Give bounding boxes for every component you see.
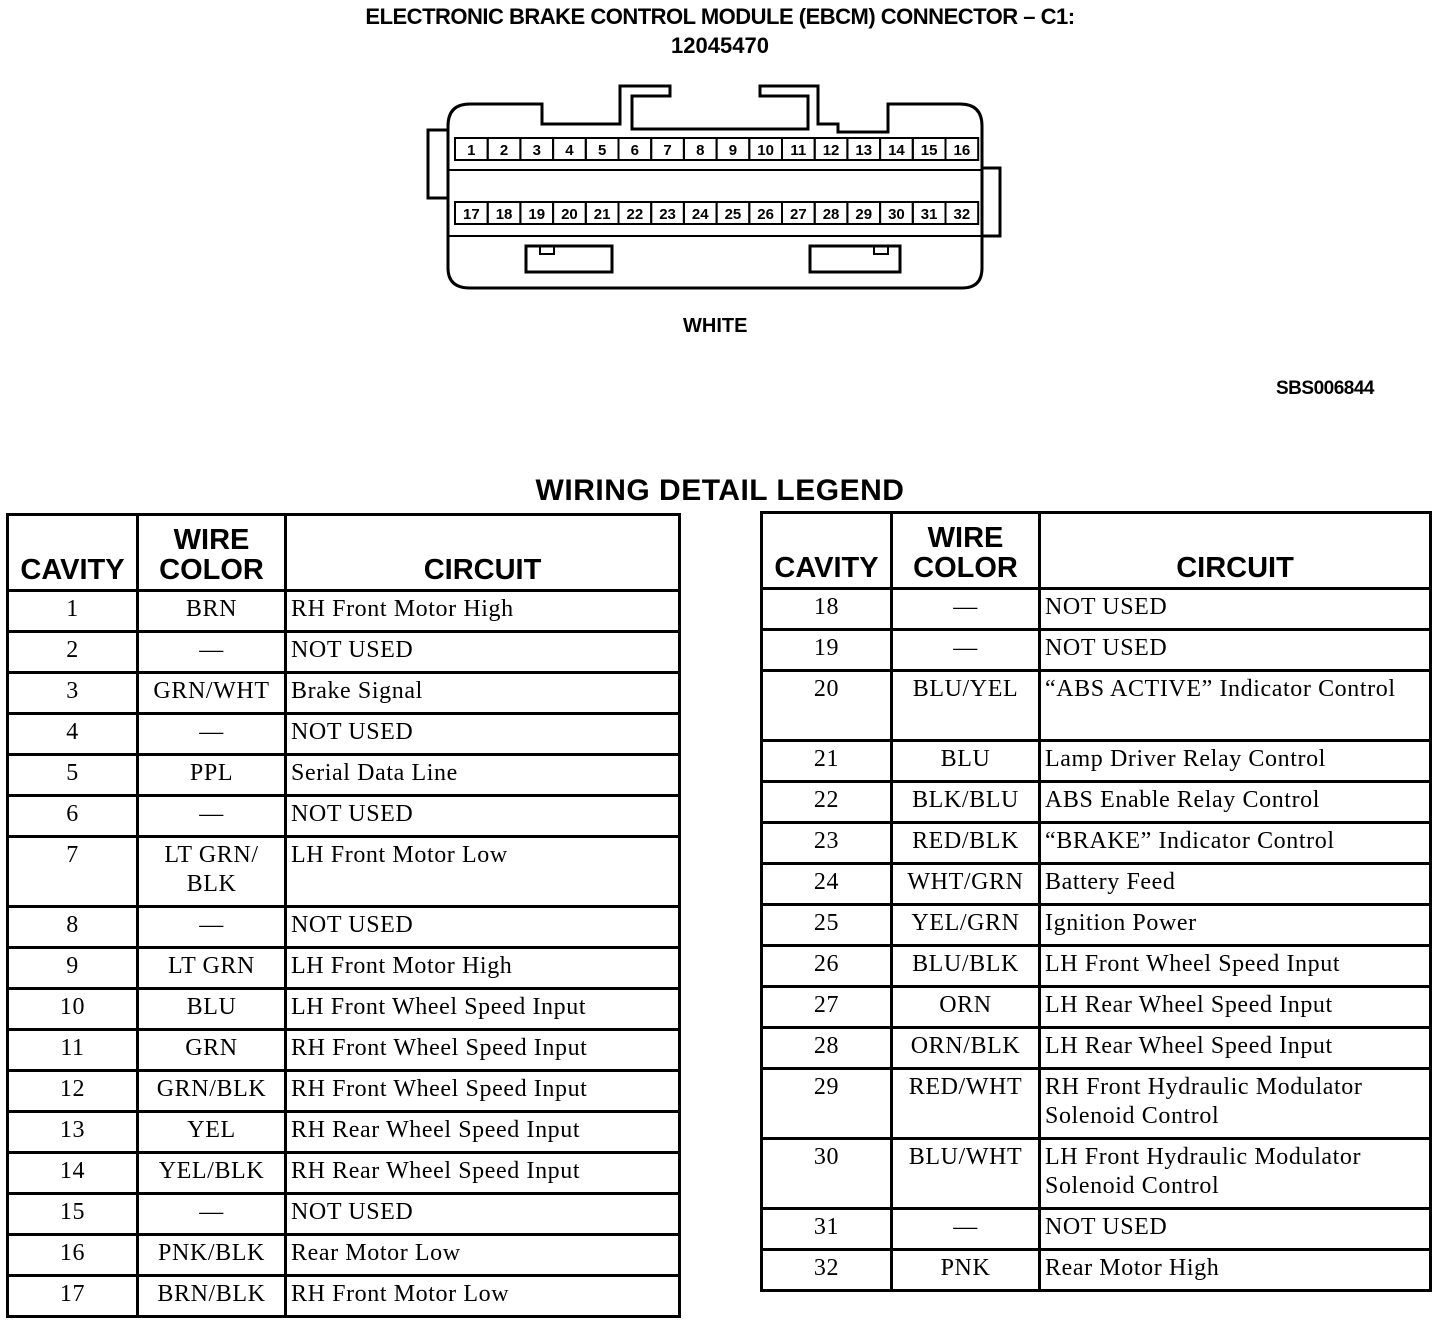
circuit-cell: NOT USED xyxy=(286,1194,680,1235)
cavity-cell: 10 xyxy=(8,989,138,1030)
table-row xyxy=(8,714,680,755)
wire-color-cell: ORN xyxy=(892,987,1040,1028)
circuit-cell: LH Front Wheel Speed Input xyxy=(1040,946,1431,987)
cavity-cell: 32 xyxy=(762,1250,892,1291)
circuit-cell: RH Front Hydraulic Modulator Solenoid Control xyxy=(1040,1069,1431,1139)
table-row xyxy=(762,1069,1431,1139)
wire-color-cell: PNK xyxy=(892,1250,1040,1291)
cavity-number: 5 xyxy=(597,142,607,159)
cavity-number: 3 xyxy=(532,142,541,159)
cavity-number: 21 xyxy=(593,206,611,223)
wire-color-cell: BLU/WHT xyxy=(892,1139,1040,1209)
right-latch xyxy=(982,168,1000,236)
cavity-cell: 15 xyxy=(8,1194,138,1235)
cavity-number: 28 xyxy=(822,206,840,223)
table-row xyxy=(8,1112,680,1153)
cavity-header: CAVITY xyxy=(8,515,138,591)
cavity-number: 24 xyxy=(691,206,709,223)
table-row xyxy=(8,796,680,837)
wire-color-cell: — xyxy=(138,1194,286,1235)
connector-color-label: WHITE xyxy=(683,315,748,337)
circuit-cell: NOT USED xyxy=(1040,630,1431,671)
table-row xyxy=(762,1209,1431,1250)
circuit-cell: RH Front Motor Low xyxy=(286,1276,680,1317)
table-row xyxy=(762,905,1431,946)
circuit-cell: “ABS ACTIVE” Indicator Control xyxy=(1040,671,1431,741)
cavity-number: 22 xyxy=(626,206,644,223)
cavity-cell: 5 xyxy=(8,755,138,796)
legend-title: WIRING DETAIL LEGEND xyxy=(535,474,905,507)
table-row xyxy=(8,837,680,907)
cavity-cell: 21 xyxy=(762,741,892,782)
wire-color-cell: RED/WHT xyxy=(892,1069,1040,1139)
circuit-cell: RH Rear Wheel Speed Input xyxy=(286,1153,680,1194)
table-row xyxy=(762,987,1431,1028)
wire-color-cell: ORN/BLK xyxy=(892,1028,1040,1069)
wire-color-header: WIRE COLOR xyxy=(892,513,1040,589)
circuit-cell: Rear Motor Low xyxy=(286,1235,680,1276)
table-row xyxy=(8,989,680,1030)
wire-color-cell: — xyxy=(892,1209,1040,1250)
cavity-cell: 6 xyxy=(8,796,138,837)
cavity-number: 12 xyxy=(822,142,840,159)
wire-color-cell: — xyxy=(138,632,286,673)
table-row xyxy=(762,946,1431,987)
wire-color-cell: GRN/WHT xyxy=(138,673,286,714)
circuit-cell: Lamp Driver Relay Control xyxy=(1040,741,1431,782)
connector-face-drawing xyxy=(0,0,1440,300)
cavity-number: 17 xyxy=(463,206,480,223)
wire-color-cell: — xyxy=(892,630,1040,671)
cavity-cell: 26 xyxy=(762,946,892,987)
wiring-legend-table-left xyxy=(6,513,681,1318)
table-row xyxy=(8,1071,680,1112)
cavity-cell: 14 xyxy=(8,1153,138,1194)
circuit-header: CIRCUIT xyxy=(286,515,680,591)
wire-color-cell: BLU xyxy=(138,989,286,1030)
table-row xyxy=(762,630,1431,671)
table-row xyxy=(8,755,680,796)
cavity-cell: 9 xyxy=(8,948,138,989)
wire-color-cell: PNK/BLK xyxy=(138,1235,286,1276)
table-row xyxy=(8,632,680,673)
wire-color-cell: — xyxy=(138,796,286,837)
wire-color-cell: BLU/YEL xyxy=(892,671,1040,741)
circuit-cell: Battery Feed xyxy=(1040,864,1431,905)
wire-color-cell: BRN/BLK xyxy=(138,1276,286,1317)
wire-color-cell: BLK/BLU xyxy=(892,782,1040,823)
cavity-cell: 18 xyxy=(762,589,892,630)
cavity-number: 23 xyxy=(659,206,676,223)
table-row xyxy=(8,1194,680,1235)
circuit-cell: Brake Signal xyxy=(286,673,680,714)
cavity-number: 9 xyxy=(728,142,738,159)
cavity-number: 32 xyxy=(953,206,971,223)
wire-color-cell: GRN xyxy=(138,1030,286,1071)
circuit-cell: ABS Enable Relay Control xyxy=(1040,782,1431,823)
table-row xyxy=(8,948,680,989)
circuit-cell: RH Front Wheel Speed Input xyxy=(286,1071,680,1112)
circuit-cell: NOT USED xyxy=(1040,1209,1431,1250)
circuit-cell: NOT USED xyxy=(286,632,680,673)
diagram-title: ELECTRONIC BRAKE CONTROL MODULE (EBCM) CONNECTOR – C1: xyxy=(365,4,1075,29)
key-slot-left xyxy=(526,246,612,272)
circuit-cell: Rear Motor High xyxy=(1040,1250,1431,1291)
key-slot-right xyxy=(810,246,900,272)
cavity-number: 7 xyxy=(663,142,672,159)
cavity-cell: 13 xyxy=(8,1112,138,1153)
cavity-number: 2 xyxy=(499,142,509,159)
wire-color-cell: BLU xyxy=(892,741,1040,782)
cavity-number: 25 xyxy=(724,206,742,223)
wire-color-cell: BLU/BLK xyxy=(892,946,1040,987)
table-row xyxy=(762,823,1431,864)
table-row xyxy=(762,589,1431,630)
cavity-cell: 31 xyxy=(762,1209,892,1250)
circuit-header: CIRCUIT xyxy=(1040,513,1431,589)
table-row xyxy=(762,1139,1431,1209)
cavity-number: 13 xyxy=(855,142,873,159)
circuit-cell: LH Front Motor Low xyxy=(286,837,680,907)
circuit-cell: NOT USED xyxy=(1040,589,1431,630)
cavity-cell: 8 xyxy=(8,907,138,948)
cavity-cell: 12 xyxy=(8,1071,138,1112)
circuit-cell: NOT USED xyxy=(286,907,680,948)
cavity-cell: 7 xyxy=(8,837,138,907)
cavity-cell: 22 xyxy=(762,782,892,823)
table-row xyxy=(8,1276,680,1317)
cavity-number: 1 xyxy=(467,142,476,159)
cavity-header: CAVITY xyxy=(762,513,892,589)
wire-color-cell: YEL/GRN xyxy=(892,905,1040,946)
wire-color-cell: YEL xyxy=(138,1112,286,1153)
circuit-cell: Serial Data Line xyxy=(286,755,680,796)
wire-color-cell: — xyxy=(138,907,286,948)
cavity-cell: 28 xyxy=(762,1028,892,1069)
cavity-cell: 27 xyxy=(762,987,892,1028)
circuit-cell: RH Front Wheel Speed Input xyxy=(286,1030,680,1071)
wire-color-cell: RED/BLK xyxy=(892,823,1040,864)
cavity-number: 19 xyxy=(528,206,546,223)
circuit-cell: LH Front Hydraulic Modulator Solenoid Control xyxy=(1040,1139,1431,1209)
table-row xyxy=(762,671,1431,741)
cavity-number: 18 xyxy=(495,206,513,223)
wire-color-cell: BRN xyxy=(138,591,286,632)
circuit-cell: “BRAKE” Indicator Control xyxy=(1040,823,1431,864)
wiring-legend-table-right xyxy=(760,511,1432,1292)
cavity-cell: 29 xyxy=(762,1069,892,1139)
cavity-cell: 3 xyxy=(8,673,138,714)
circuit-cell: LH Front Motor High xyxy=(286,948,680,989)
cavity-cell: 4 xyxy=(8,714,138,755)
wire-color-cell: YEL/BLK xyxy=(138,1153,286,1194)
cavity-number: 29 xyxy=(855,206,873,223)
table-row xyxy=(8,907,680,948)
circuit-cell: LH Rear Wheel Speed Input xyxy=(1040,1028,1431,1069)
cavity-cell: 25 xyxy=(762,905,892,946)
table-row xyxy=(8,591,680,632)
cavity-cell: 23 xyxy=(762,823,892,864)
table-row xyxy=(762,864,1431,905)
table-row xyxy=(762,1028,1431,1069)
cavity-cell: 11 xyxy=(8,1030,138,1071)
cavity-number: 11 xyxy=(790,142,807,159)
circuit-cell: LH Rear Wheel Speed Input xyxy=(1040,987,1431,1028)
table-row xyxy=(8,1153,680,1194)
wire-color-cell: WHT/GRN xyxy=(892,864,1040,905)
wire-color-cell: LT GRN xyxy=(138,948,286,989)
circuit-cell: RH Front Motor High xyxy=(286,591,680,632)
circuit-cell: NOT USED xyxy=(286,796,680,837)
cavity-number: 10 xyxy=(757,142,774,159)
cavity-number: 16 xyxy=(953,142,971,159)
cavity-number: 6 xyxy=(630,142,640,159)
cavity-number: 4 xyxy=(565,142,574,159)
wire-color-cell: — xyxy=(892,589,1040,630)
connector-housing xyxy=(448,86,982,288)
wire-color-cell: LT GRN/ BLK xyxy=(138,837,286,907)
cavity-number: 30 xyxy=(888,206,905,223)
table-row xyxy=(762,782,1431,823)
reference-code: SBS006844 xyxy=(1276,378,1374,399)
cavity-cell: 19 xyxy=(762,630,892,671)
table-row xyxy=(762,1250,1431,1291)
cavity-number: 31 xyxy=(920,206,938,223)
wire-color-cell: GRN/BLK xyxy=(138,1071,286,1112)
cavity-number: 26 xyxy=(757,206,774,223)
table-row xyxy=(8,1235,680,1276)
circuit-cell: RH Rear Wheel Speed Input xyxy=(286,1112,680,1153)
cavity-number: 8 xyxy=(696,142,705,159)
cavity-cell: 20 xyxy=(762,671,892,741)
circuit-cell: LH Front Wheel Speed Input xyxy=(286,989,680,1030)
table-row xyxy=(8,673,680,714)
cavity-number: 27 xyxy=(790,206,807,223)
cavity-cell: 30 xyxy=(762,1139,892,1209)
table-row xyxy=(8,1030,680,1071)
wire-color-cell: — xyxy=(138,714,286,755)
wire-color-header: WIRE COLOR xyxy=(138,515,286,591)
table-row xyxy=(762,741,1431,782)
cavity-cell: 2 xyxy=(8,632,138,673)
cavity-cell: 1 xyxy=(8,591,138,632)
cavity-cell: 17 xyxy=(8,1276,138,1317)
circuit-cell: NOT USED xyxy=(286,714,680,755)
connector-part-number: 12045470 xyxy=(671,33,769,58)
cavity-number: 14 xyxy=(888,142,905,159)
cavity-number: 20 xyxy=(561,206,578,223)
cavity-cell: 24 xyxy=(762,864,892,905)
circuit-cell: Ignition Power xyxy=(1040,905,1431,946)
wire-color-cell: PPL xyxy=(138,755,286,796)
left-latch xyxy=(428,130,448,198)
cavity-number: 15 xyxy=(920,142,938,159)
cavity-cell: 16 xyxy=(8,1235,138,1276)
